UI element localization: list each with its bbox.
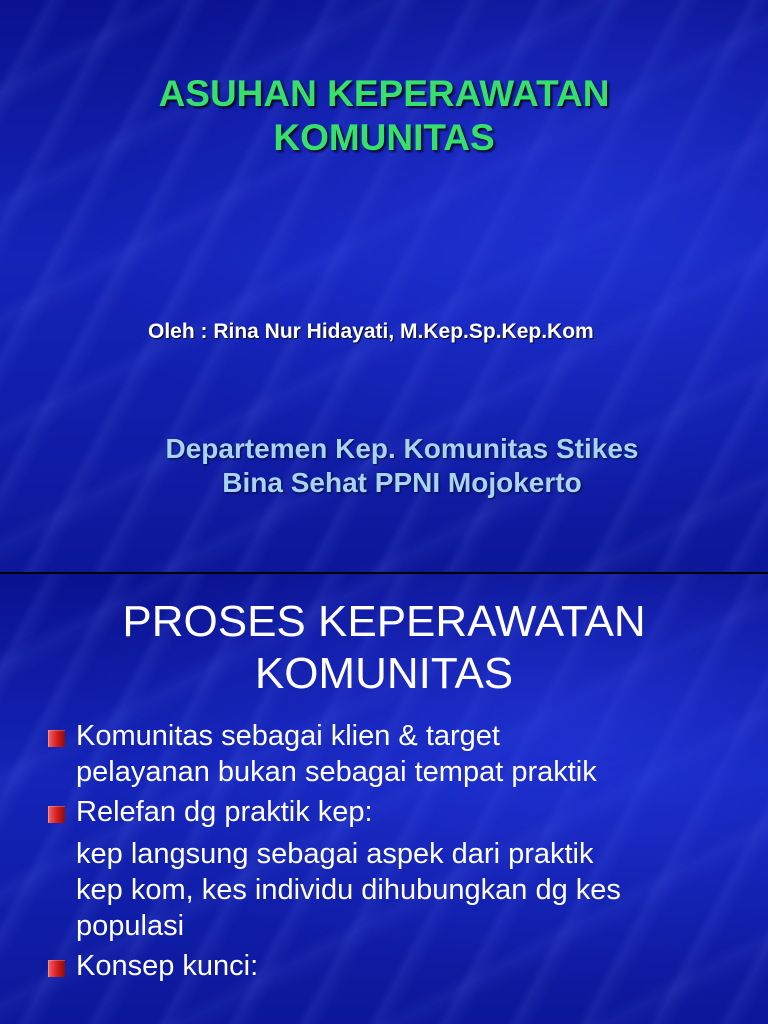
slide-content-heading bbox=[0, 596, 768, 700]
square-bullet-icon bbox=[48, 730, 65, 747]
sub-line-3: populasi bbox=[76, 910, 185, 942]
content-title-line-2: KOMUNITAS bbox=[254, 649, 514, 698]
content-title-line-1: PROSES KEPERAWATAN bbox=[122, 597, 646, 646]
bullet-list bbox=[0, 718, 768, 988]
slide-content bbox=[0, 574, 768, 1024]
sub-line-1: kep langsung sebagai aspek dari praktik bbox=[76, 838, 594, 870]
bullet-2-line-1: Relefan dg praktik kep: bbox=[76, 796, 373, 828]
sub-paragraph bbox=[0, 836, 768, 944]
square-bullet-icon bbox=[48, 806, 65, 823]
title-line-2: KOMUNITAS bbox=[273, 117, 495, 158]
department-line-1: Departemen Kep. Komunitas Stikes bbox=[165, 433, 639, 464]
bullet-1-line-2: pelayanan bukan sebagai tempat praktik bbox=[76, 756, 597, 788]
department-line-2: Bina Sehat PPNI Mojokerto bbox=[222, 467, 582, 498]
department-text bbox=[0, 432, 768, 500]
author-text: Oleh : Rina Nur Hidayati, M.Kep.Sp.Kep.Kom bbox=[148, 320, 594, 343]
square-bullet-icon bbox=[48, 960, 65, 977]
sub-line-2: kep kom, kes individu dihubungkan dg kes bbox=[76, 874, 621, 906]
bullet-3-line-1: Konsep kunci: bbox=[76, 950, 259, 982]
title-line-1: ASUHAN KEPERAWATAN bbox=[158, 73, 610, 114]
bullet-item-3 bbox=[0, 948, 768, 984]
slide-title-heading bbox=[0, 72, 768, 160]
bullet-1-line-1: Komunitas sebagai klien & target bbox=[76, 720, 500, 752]
bullet-item-2 bbox=[0, 794, 768, 830]
bullet-item-1 bbox=[0, 718, 768, 790]
